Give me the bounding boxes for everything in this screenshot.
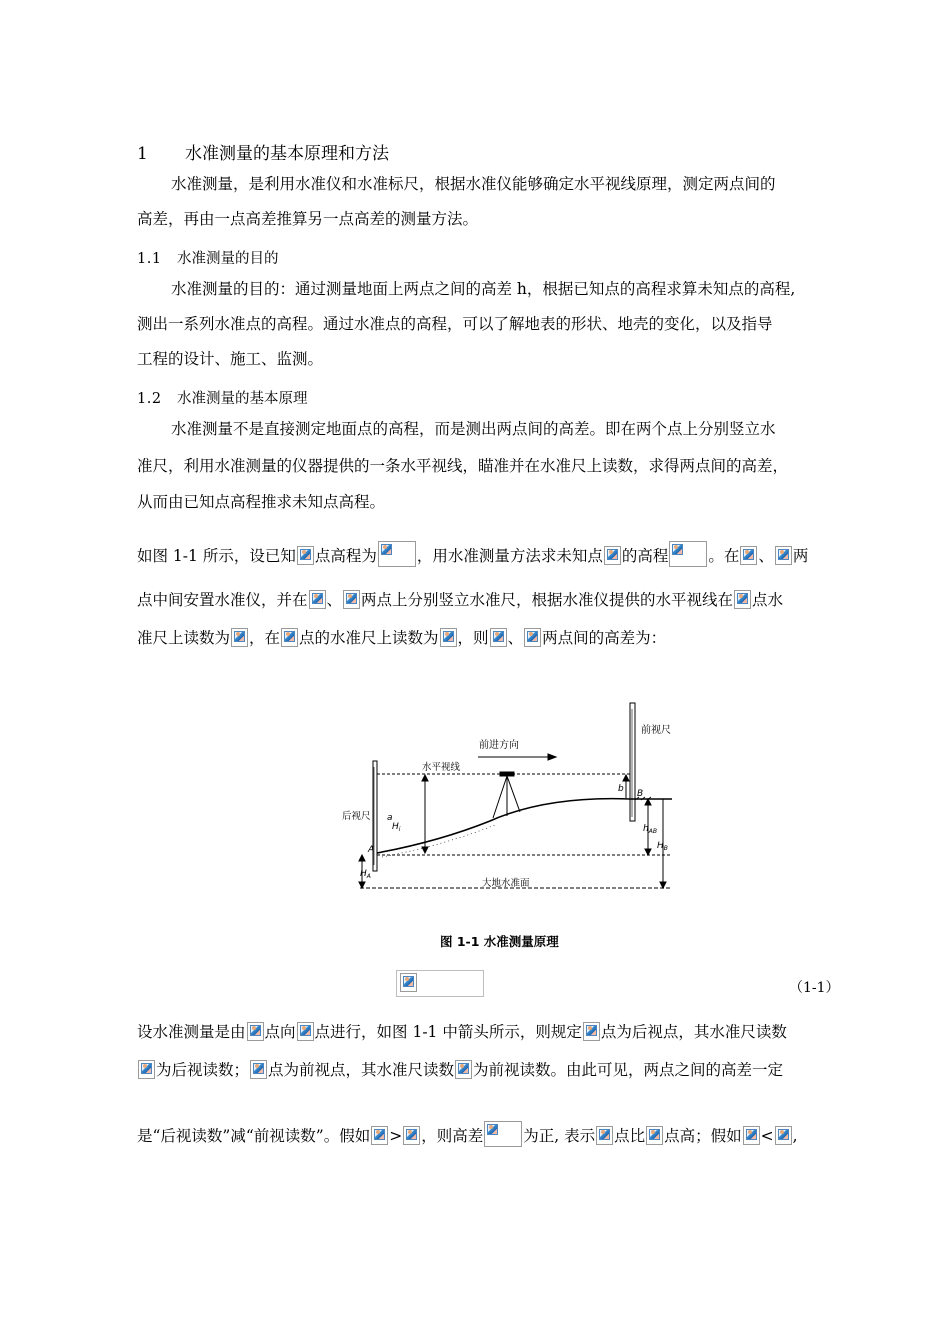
broken-image-icon xyxy=(669,541,707,567)
text-run: 、 xyxy=(507,629,524,647)
definition-line-1 xyxy=(137,1022,787,1041)
broken-image-icon xyxy=(596,1126,613,1145)
sight-line-label: 水平视线 xyxy=(422,762,461,773)
principle-line-1: 水准测量不是直接测定地面点的高程，而是测出两点间的高差。即在两个点上分别竖立水 xyxy=(171,420,776,438)
broken-image-icon xyxy=(247,1022,264,1041)
text-run: ，则 xyxy=(457,629,489,647)
text-run: 设水准测量是由 xyxy=(137,1023,246,1041)
broken-image-icon xyxy=(297,546,314,565)
broken-image-icon xyxy=(378,541,416,567)
hi-label: $H_i$ xyxy=(392,822,401,833)
equation-number: （1-1） xyxy=(789,980,840,996)
broken-image-icon xyxy=(250,1060,267,1079)
figure-ref-line-2 xyxy=(137,590,783,609)
text-run: 点中间安置水准仪，并在 xyxy=(137,591,308,609)
intro-line-2: 高差，再由一点高差推算另一点高差的测量方法。 xyxy=(137,210,479,228)
subsection-number: 1.2 xyxy=(137,391,162,407)
text-run: 点的水准尺上读数为 xyxy=(299,629,439,647)
principle-line-2: 准尺，利用水准测量的仪器提供的一条水平视线，瞄准并在水准尺上读数，求得两点间的高差， xyxy=(137,457,789,475)
back-staff-label: 后视尺 xyxy=(342,811,371,822)
broken-image-icon xyxy=(455,1060,472,1079)
subsection-title: 水准测量的基本原理 xyxy=(177,391,308,407)
broken-image-icon xyxy=(583,1022,600,1041)
text-run: 点水 xyxy=(752,591,784,609)
ground-line xyxy=(377,799,672,853)
broken-image-icon xyxy=(231,628,248,647)
purpose-line-3: 工程的设计、施工、监测。 xyxy=(137,350,324,368)
a-label: a xyxy=(387,813,393,823)
heading-number: 1 xyxy=(137,144,148,164)
forward-direction-label: 前进方向 xyxy=(479,740,519,751)
broken-image-icon xyxy=(371,1126,388,1145)
hab-label: $h_{AB}$ xyxy=(643,824,657,835)
subsection-heading-2 xyxy=(137,387,308,408)
definition-line-2 xyxy=(137,1060,783,1079)
broken-image-icon xyxy=(604,546,621,565)
datum-label: 大地水准面 xyxy=(482,878,530,889)
definition-line-3 xyxy=(137,1121,798,1147)
text-run: 为后视读数； xyxy=(156,1061,250,1079)
leveling-principle-diagram xyxy=(330,695,720,895)
text-run: 为正, 表示 xyxy=(523,1127,596,1145)
broken-image-icon xyxy=(775,546,792,565)
principle-line-3: 从而由已知点高程推求未知点高程。 xyxy=(137,493,386,511)
hb-label: $H_B$ xyxy=(657,841,668,852)
text-run: 点为前视点，其水准尺读数 xyxy=(268,1061,455,1079)
broken-image-icon xyxy=(281,628,298,647)
broken-image-icon xyxy=(297,1022,314,1041)
text-run: 点进行，如图 1-1 中箭头所示，则规定 xyxy=(314,1023,582,1041)
broken-image-icon xyxy=(440,628,457,647)
purpose-line-2: 测出一系列水准点的高程。通过水准点的高程，可以了解地表的形状、地壳的变化，以及指导 xyxy=(137,315,773,333)
text-run: ，在 xyxy=(249,629,281,647)
subsection-number: 1.1 xyxy=(137,251,162,267)
section-heading xyxy=(137,139,389,164)
subsection-title: 水准测量的目的 xyxy=(177,251,279,267)
subsection-heading-1 xyxy=(137,247,279,268)
text-run: 两 xyxy=(792,547,809,565)
text-run: 准尺上读数为 xyxy=(137,629,231,647)
broken-image-icon xyxy=(490,628,507,647)
text-run: 如图 1-1 所示，设已知 xyxy=(137,547,296,565)
text-run: 点向 xyxy=(264,1023,296,1041)
ha-label: $H_A$ xyxy=(360,869,371,880)
broken-image-icon xyxy=(743,1126,760,1145)
text-run: 的高程 xyxy=(621,547,669,565)
broken-image-icon xyxy=(138,1060,155,1079)
text-run: , xyxy=(792,1127,798,1145)
broken-image-icon xyxy=(484,1121,522,1147)
broken-image-icon xyxy=(403,1126,420,1145)
broken-image-icon xyxy=(309,590,326,609)
broken-image-icon xyxy=(734,590,751,609)
text-run: > xyxy=(389,1127,403,1145)
broken-image-icon xyxy=(400,973,417,992)
text-run: 是“后视读数”减“前视读数”。假如 xyxy=(137,1127,371,1145)
text-run: ，用水准测量方法求未知点 xyxy=(416,547,603,565)
formula-image-frame xyxy=(396,970,484,997)
text-run: 点为后视点，其水准尺读数 xyxy=(600,1023,787,1041)
text-run: 两点间的高差为： xyxy=(542,629,667,647)
text-run: 点比 xyxy=(614,1127,646,1145)
text-run: 、 xyxy=(326,591,343,609)
figure-caption: 图 1-1 水准测量原理 xyxy=(440,934,559,949)
broken-image-icon xyxy=(740,546,757,565)
broken-image-icon xyxy=(646,1126,663,1145)
b-label: b xyxy=(618,784,624,794)
point-a-label: A xyxy=(368,845,375,855)
text-run: < xyxy=(760,1127,774,1145)
purpose-line-1: 水准测量的目的：通过测量地面上两点之间的高差 h，根据已知点的高程求算未知点的高程, xyxy=(171,280,796,298)
front-staff-label: 前视尺 xyxy=(641,725,671,736)
text-run: 点高；假如 xyxy=(664,1127,742,1145)
figure-ref-line-3 xyxy=(137,628,666,647)
figure-ref-line-1 xyxy=(137,541,808,567)
text-run: 两点上分别竖立水准尺，根据水准仪提供的水平视线在 xyxy=(361,591,734,609)
text-run: 。在 xyxy=(708,547,740,565)
text-run: 点高程为 xyxy=(314,547,377,565)
text-run: ，则高差 xyxy=(421,1127,484,1145)
front-staff xyxy=(630,703,635,821)
broken-image-icon xyxy=(524,628,541,647)
broken-image-icon xyxy=(775,1126,792,1145)
text-run: 、 xyxy=(758,547,774,565)
text-run: 为前视读数。由此可见，两点之间的高差一定 xyxy=(473,1061,784,1079)
point-b-label: B xyxy=(637,789,644,799)
broken-image-icon xyxy=(343,590,360,609)
heading-title: 水准测量的基本原理和方法 xyxy=(185,144,389,164)
intro-line-1: 水准测量，是利用水准仪和水准标尺，根据水准仪能够确定水平视线原理，测定两点间的 xyxy=(171,175,776,193)
